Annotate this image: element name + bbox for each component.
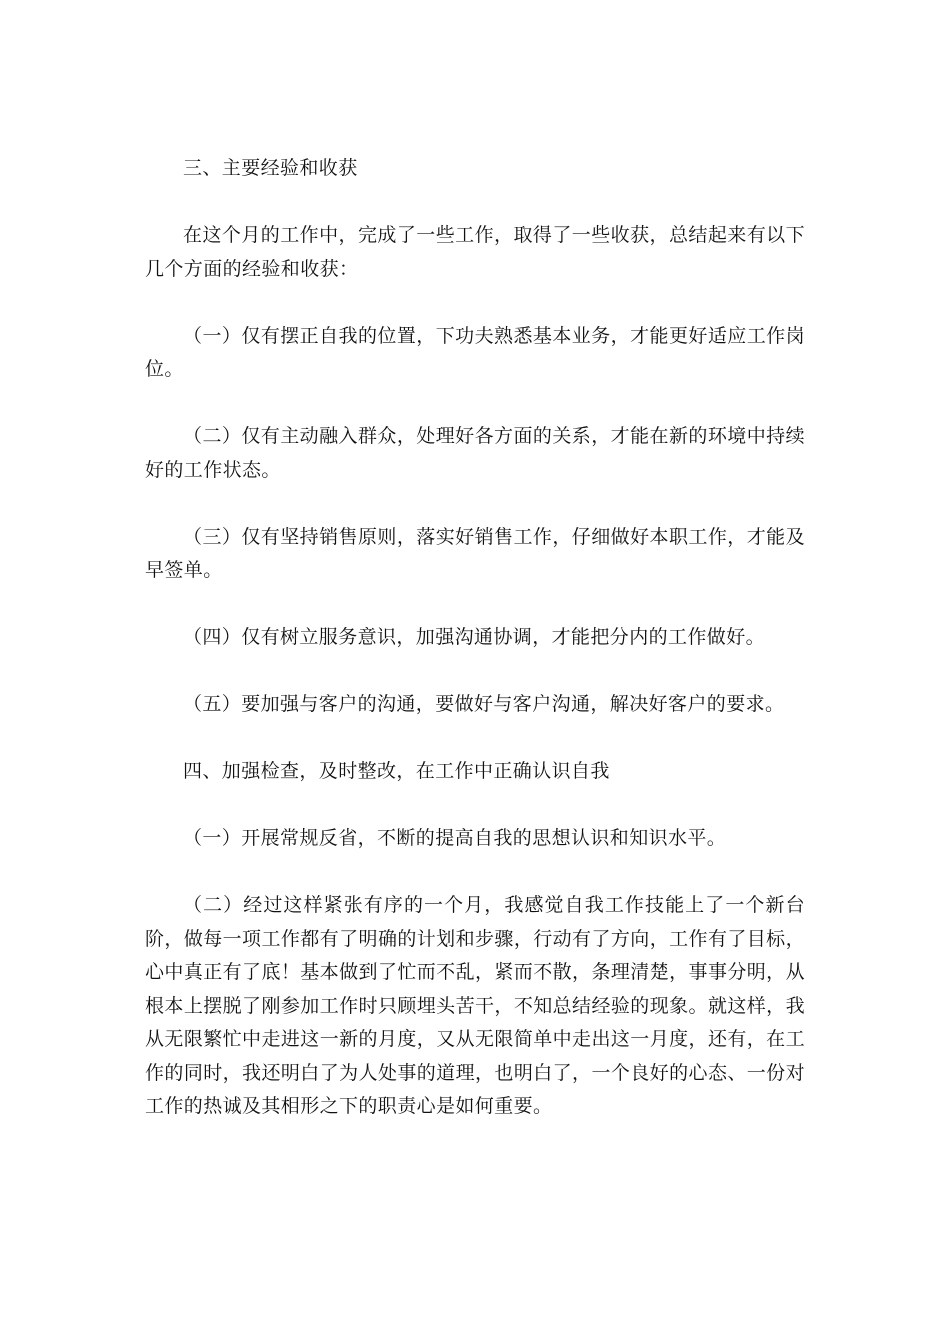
section-heading-inspection: 四、加强检查，及时整改，在工作中正确认识自我 [183, 760, 610, 782]
experience-item-3: （三）仅有坚持销售原则，落实好销售工作，仔细做好本职工作，才能及早签单。 [145, 525, 805, 581]
experience-item-2: （二）仅有主动融入群众，处理好各方面的关系，才能在新的环境中持续好的工作状态。 [145, 425, 805, 481]
experience-item-4: （四）仅有树立服务意识，加强沟通协调，才能把分内的工作做好。 [183, 626, 766, 648]
experience-item-5: （五）要加强与客户的沟通，要做好与客户沟通，解决好客户的要求。 [183, 693, 785, 715]
inspection-item-2: （二）经过这样紧张有序的一个月，我感觉自我工作技能上了一个新台阶，做每一项工作都有了明确的计划和步骤，行动有了方向，工作有了目标，心中真正有了底！基本做到了忙而不乱，紧而不散，条理清楚，事事分明，从根本上摆脱了刚参加工作时只顾埋头苦干，不知总结经验的现象。就这样，我从无限繁忙中走进这一新的月度，又从无限简单中走出这一月度，还有，在工作的同时，我还明白了为人处事的道理，也明白了，一个良好的心态、一份对工作的热诚及其相形之下的职责心是如何重要。 [145, 894, 805, 1117]
document-body [145, 152, 805, 1124]
inspection-item-1: （一）开展常规反省，不断的提高自我的思想认识和知识水平。 [183, 827, 727, 849]
experience-item-1: （一）仅有摆正自我的位置，下功夫熟悉基本业务，才能更好适应工作岗位。 [145, 324, 805, 380]
section-heading-experience: 三、主要经验和收获 [183, 157, 358, 179]
intro-paragraph: 在这个月的工作中，完成了一些工作，取得了一些收获，总结起来有以下几个方面的经验和收获： [145, 224, 805, 280]
